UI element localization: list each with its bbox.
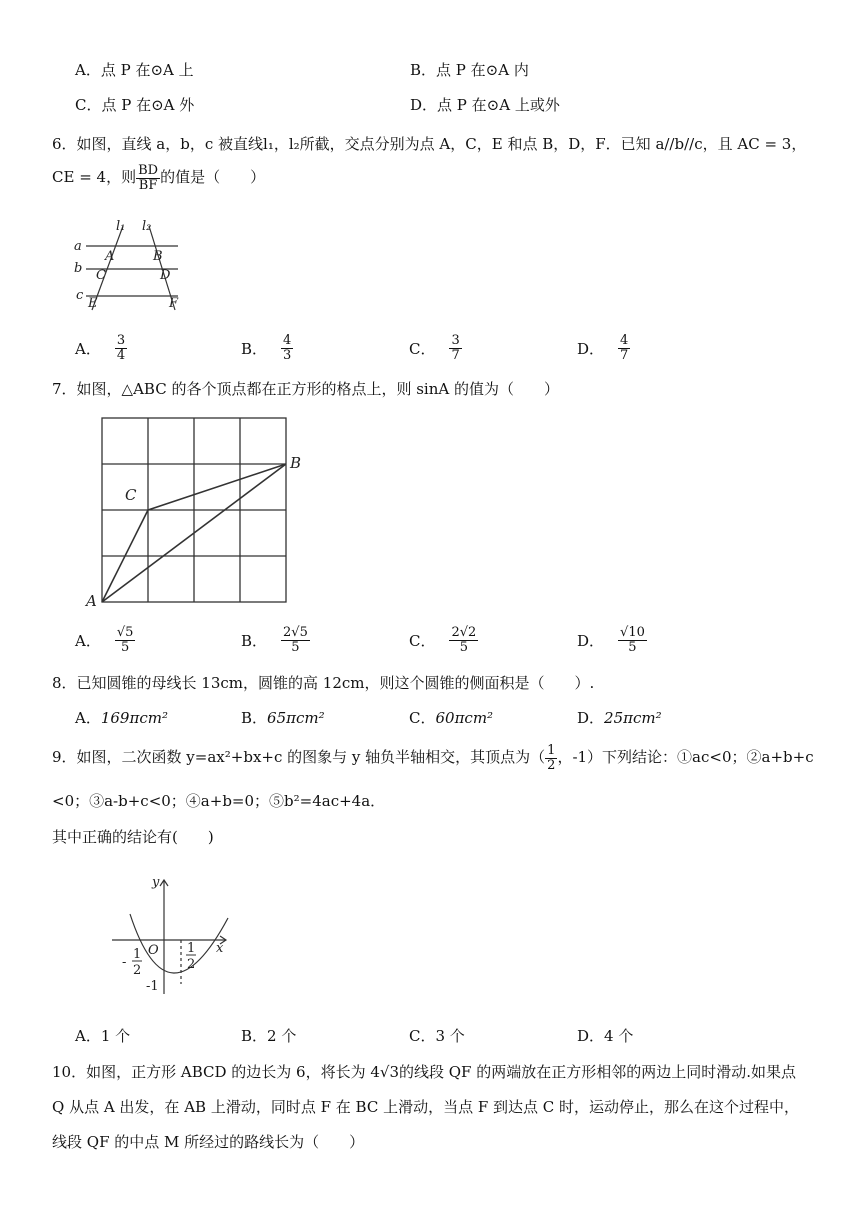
q6-option-d	[577, 334, 630, 362]
label-A: A	[105, 249, 115, 264]
label-l2: l₂	[142, 219, 152, 234]
fraction-denominator: 4	[116, 347, 126, 363]
q6-parallel-lines-figure	[72, 212, 192, 314]
label-E: E	[88, 296, 98, 311]
option-letter: C．	[409, 1027, 436, 1045]
label-F: F	[169, 296, 179, 311]
label-D: D	[160, 268, 171, 283]
q9-option-a	[75, 1025, 130, 1046]
option-fraction	[281, 626, 310, 654]
label-neg-half-num: 1	[133, 947, 142, 962]
option-letter: D．	[577, 709, 605, 727]
option-text: 169πcm²	[100, 709, 168, 727]
label-A: A	[86, 592, 97, 610]
q10-stem-line3: 线段 QF 的中点 M 所经过的路线长为（ ）	[52, 1133, 365, 1151]
option-letter: C．	[409, 709, 436, 727]
fraction-denominator: 5	[291, 639, 300, 655]
fraction-numerator: 2√2	[451, 625, 477, 640]
q6-fraction	[136, 164, 160, 192]
option-letter: C．	[75, 96, 102, 114]
option-letter: D．	[577, 339, 605, 358]
q8-stem: 8．已知圆锥的母线长 13cm，圆锥的高 12cm，则这个圆锥的侧面积是（ ）.	[52, 674, 595, 692]
vertex-fraction	[545, 744, 557, 772]
option-fraction	[618, 334, 630, 362]
option-text: 1 个	[100, 1027, 131, 1045]
option-letter: B．	[410, 61, 437, 79]
q9-parabola-figure	[108, 870, 238, 1000]
fraction-numerator: 4	[620, 333, 629, 348]
option-letter: C．	[409, 631, 436, 650]
q6-line2-post: 的值是（ ）	[160, 168, 266, 187]
fraction-denominator: 5	[120, 639, 130, 655]
q5-option-b	[410, 59, 529, 80]
q8-option-c	[409, 707, 493, 728]
q9-stem-line1	[52, 744, 814, 772]
option-letter: A．	[75, 631, 101, 650]
option-letter: A．	[75, 709, 101, 727]
option-text: 65πcm²	[267, 709, 325, 727]
q6-option-c	[409, 334, 462, 362]
q5-option-c	[75, 94, 194, 115]
q9-option-c	[409, 1025, 465, 1046]
option-text: 25πcm²	[604, 709, 662, 727]
label-neg-half-den: 2	[133, 963, 142, 978]
label-neg-sign: -	[122, 955, 127, 970]
q6-line2-pre: CE = 4，则	[52, 168, 137, 187]
option-text: 4 个	[604, 1027, 634, 1045]
q9-stem-line2: <0；③a-b+c<0；④a+b=0；⑤b²=4ac+4a．	[52, 792, 386, 810]
option-text: 3 个	[435, 1027, 465, 1045]
q9-option-b	[241, 1025, 296, 1046]
q9-stem-line3: 其中正确的结论有( )	[52, 828, 214, 846]
fraction-denominator: 5	[459, 639, 469, 655]
fraction-numerator: 3	[116, 333, 126, 348]
option-fraction	[449, 626, 478, 654]
q6-stem-line1: 6．如图，直线 a，b，c 被直线l₁，l₂所截，交点分别为点 A，C，E 和点 B，D，F．已知 a//b//c，且 AC = 3，	[52, 135, 807, 153]
q6-option-b	[241, 334, 293, 362]
q7-option-a	[75, 626, 135, 654]
q10-stem-line1: 10．如图，正方形 ABCD 的边长为 6，将长为 4√3的线段 QF 的两端放在正方形相邻的两边上同时滑动.如果点	[52, 1063, 796, 1081]
label-minus-one: -1	[146, 979, 159, 994]
fraction-denominator: 5	[628, 639, 637, 655]
option-letter: D．	[577, 1027, 605, 1045]
option-letter: A．	[75, 339, 101, 358]
option-letter: D．	[577, 631, 605, 650]
label-B: B	[290, 454, 302, 472]
fraction-denominator: 3	[283, 347, 292, 363]
q9-option-d	[577, 1025, 633, 1046]
q10-stem-line2: Q 从点 A 出发，在 AB 上滑动，同时点 F 在 BC 上滑动，当点 F 到达点 C 时，运动停止，那么在这个过程中，	[52, 1098, 800, 1116]
label-x: x	[216, 941, 224, 956]
option-text: 点 P 在⊙A 上	[100, 61, 194, 79]
q7-grid-figure	[82, 412, 312, 612]
option-letter: D．	[410, 96, 438, 114]
option-text: 点 P 在⊙A 外	[101, 96, 195, 114]
option-fraction	[115, 626, 136, 654]
option-text: 点 P 在⊙A 上或外	[437, 96, 560, 114]
option-fraction	[115, 334, 127, 362]
fraction-numerator: 4	[283, 333, 292, 348]
fraction-denominator: 7	[451, 347, 460, 363]
label-origin: O	[148, 943, 159, 958]
fraction-numerator: √5	[116, 625, 134, 640]
label-half-den: 2	[187, 957, 196, 972]
label-c: c	[76, 288, 84, 303]
label-a: a	[74, 239, 82, 254]
fraction-denominator: 7	[620, 347, 629, 363]
q7-option-c	[409, 626, 478, 654]
fraction-numerator: 3	[451, 333, 460, 348]
fraction-numerator: BD	[138, 163, 159, 178]
label-y: y	[152, 875, 160, 890]
fraction-numerator: 1	[547, 743, 556, 758]
q8-option-d	[577, 707, 662, 728]
fraction-numerator: √10	[620, 625, 645, 640]
fraction-denominator: 2	[547, 757, 556, 773]
option-letter: A．	[75, 61, 101, 79]
option-letter: B．	[241, 339, 268, 358]
q9-line1-pre: 9．如图，二次函数 y=ax²+bx+c 的图象与 y 轴负半轴相交，其顶点为（	[52, 748, 546, 767]
option-fraction	[281, 334, 293, 362]
option-fraction	[449, 334, 461, 362]
fraction-numerator: 2√5	[283, 625, 308, 640]
q6-stem-line2	[52, 164, 265, 192]
option-fraction	[618, 626, 647, 654]
q6-option-a	[75, 334, 127, 362]
option-letter: B．	[241, 709, 268, 727]
option-text: 点 P 在⊙A 内	[436, 61, 529, 79]
option-letter: B．	[241, 1027, 268, 1045]
option-text: 2 个	[267, 1027, 297, 1045]
q7-stem: 7．如图，△ABC 的各个顶点都在正方形的格点上，则 sinA 的值为（ ）	[52, 380, 559, 398]
q7-option-d	[577, 626, 647, 654]
option-text: 60πcm²	[435, 709, 494, 727]
label-C: C	[96, 268, 106, 283]
q5-option-d	[410, 94, 560, 115]
fraction-denominator: BF	[138, 177, 158, 193]
option-letter: B．	[241, 631, 268, 650]
q8-option-b	[241, 707, 325, 728]
label-C: C	[125, 486, 137, 504]
q7-option-b	[241, 626, 310, 654]
option-letter: C．	[409, 339, 436, 358]
label-b: b	[74, 261, 83, 276]
label-half-num: 1	[187, 941, 196, 956]
option-letter: A．	[75, 1027, 101, 1045]
q5-option-a	[75, 59, 194, 80]
q8-option-a	[75, 707, 168, 728]
label-l1: l₁	[116, 219, 126, 234]
q9-line1-post: ，-1）下列结论：①ac<0；②a+b+c	[557, 748, 814, 767]
label-B: B	[153, 249, 163, 264]
